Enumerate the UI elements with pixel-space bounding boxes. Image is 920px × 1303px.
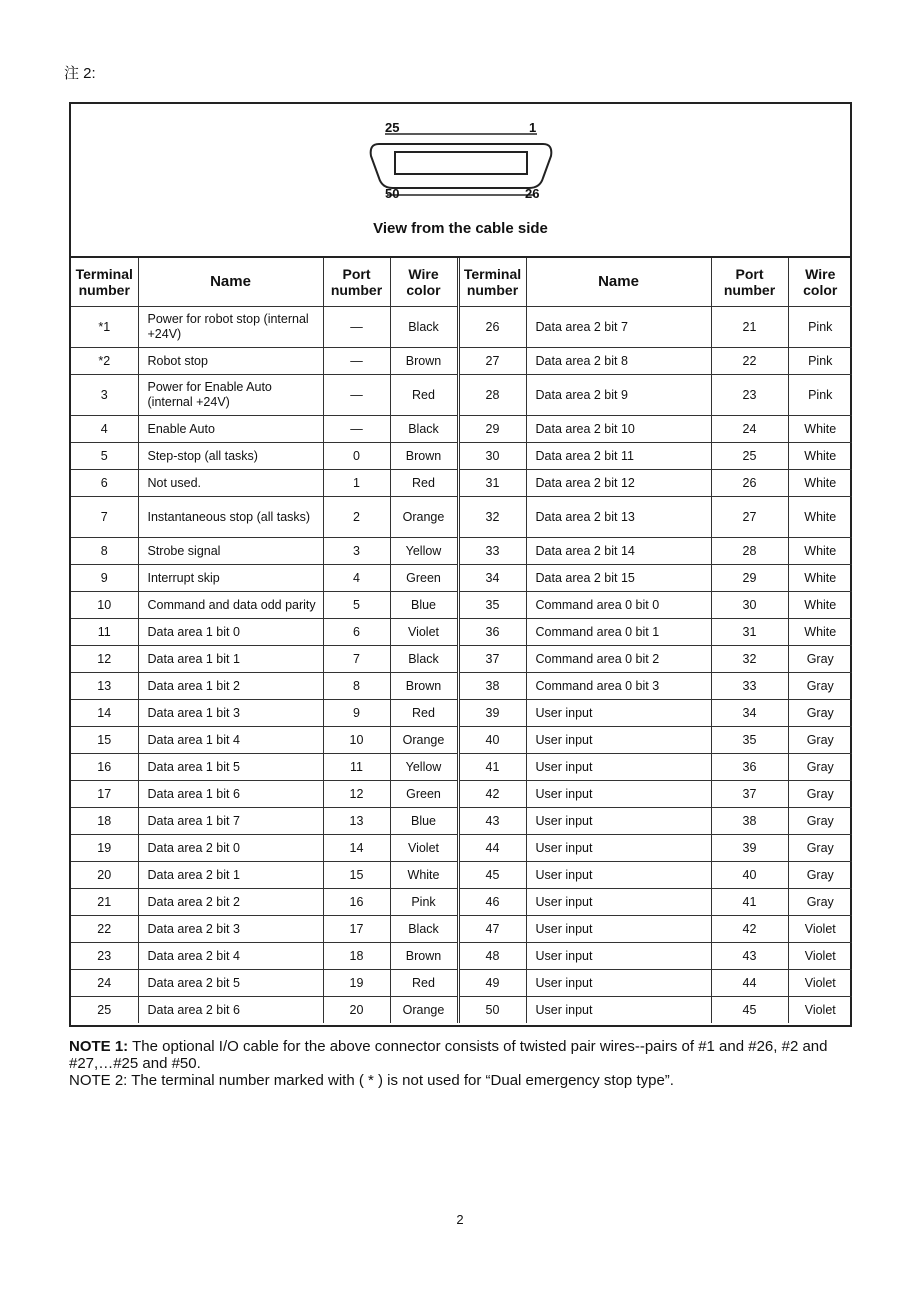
note-2: NOTE 2: The terminal number marked with ( * ) is not used for “Dual emergency stop type”. [69, 1072, 674, 1089]
table-row [71, 943, 852, 970]
port-cell: 28 [711, 538, 788, 565]
port-cell: 6 [323, 619, 390, 646]
wire-color-cell: Pink [788, 307, 852, 348]
table-row [71, 700, 852, 727]
wire-color-cell: Violet [788, 970, 852, 997]
name-cell: Data area 2 bit 4 [138, 943, 323, 970]
wire-color-cell: Violet [788, 943, 852, 970]
table-row [71, 889, 852, 916]
wire-color-cell: Yellow [390, 754, 458, 781]
table-row [71, 673, 852, 700]
name-cell: Data area 2 bit 15 [526, 565, 711, 592]
name-cell: User input [526, 835, 711, 862]
connector-table-frame [69, 102, 852, 1027]
connector-diagram [71, 104, 850, 258]
wire-color-cell: Violet [788, 916, 852, 943]
header-terminal-number: Terminal number [71, 258, 138, 307]
name-cell: User input [526, 781, 711, 808]
port-cell: 36 [711, 754, 788, 781]
terminal-cell: 8 [71, 538, 138, 565]
notes-section [69, 1038, 859, 1089]
wire-color-cell: Orange [390, 497, 458, 538]
terminal-cell: 30 [458, 443, 526, 470]
terminal-cell: 37 [458, 646, 526, 673]
table-row [71, 592, 852, 619]
terminal-cell: 15 [71, 727, 138, 754]
terminal-cell: 5 [71, 443, 138, 470]
terminal-cell: 18 [71, 808, 138, 835]
port-cell: 42 [711, 916, 788, 943]
wire-color-cell: White [788, 538, 852, 565]
terminal-cell: 41 [458, 754, 526, 781]
table-row [71, 416, 852, 443]
table-row [71, 497, 852, 538]
port-cell: 9 [323, 700, 390, 727]
terminal-cell: 40 [458, 727, 526, 754]
name-cell: Data area 2 bit 3 [138, 916, 323, 943]
name-cell: Instantaneous stop (all tasks) [138, 497, 323, 538]
port-cell: 29 [711, 565, 788, 592]
terminal-cell: 4 [71, 416, 138, 443]
wire-color-cell: Blue [390, 592, 458, 619]
port-cell: 35 [711, 727, 788, 754]
table-row [71, 348, 852, 375]
wire-color-cell: Gray [788, 646, 852, 673]
port-cell: 34 [711, 700, 788, 727]
terminal-cell: 48 [458, 943, 526, 970]
name-cell: Data area 2 bit 14 [526, 538, 711, 565]
port-cell: 27 [711, 497, 788, 538]
table-row [71, 538, 852, 565]
wire-color-cell: Gray [788, 889, 852, 916]
terminal-cell: 16 [71, 754, 138, 781]
wire-color-cell: White [788, 416, 852, 443]
table-row [71, 754, 852, 781]
port-cell: 39 [711, 835, 788, 862]
port-cell: 37 [711, 781, 788, 808]
wire-color-cell: Gray [788, 754, 852, 781]
name-cell: Data area 1 bit 7 [138, 808, 323, 835]
name-cell: Robot stop [138, 348, 323, 375]
terminal-cell: 3 [71, 375, 138, 416]
name-cell: User input [526, 754, 711, 781]
pin-label-1: 1 [529, 120, 537, 135]
table-row [71, 808, 852, 835]
name-cell: Data area 1 bit 5 [138, 754, 323, 781]
name-cell: Data area 2 bit 6 [138, 997, 323, 1024]
name-cell: Data area 2 bit 12 [526, 470, 711, 497]
port-cell: 38 [711, 808, 788, 835]
terminal-cell: 38 [458, 673, 526, 700]
wire-color-cell: Red [390, 470, 458, 497]
wire-color-cell: Violet [788, 997, 852, 1024]
name-cell: Data area 1 bit 4 [138, 727, 323, 754]
port-cell: 33 [711, 673, 788, 700]
terminal-cell: 42 [458, 781, 526, 808]
wire-color-cell: Green [390, 781, 458, 808]
note-1-label: NOTE 1: [69, 1038, 129, 1055]
name-cell: Command and data odd parity [138, 592, 323, 619]
wire-color-cell: White [788, 470, 852, 497]
port-cell: 19 [323, 970, 390, 997]
table-row [71, 727, 852, 754]
name-cell: Power for Enable Auto (internal +24V) [138, 375, 323, 416]
port-cell: 21 [711, 307, 788, 348]
page-number: 2 [456, 1212, 464, 1227]
port-cell: 25 [711, 443, 788, 470]
port-cell: 14 [323, 835, 390, 862]
wire-color-cell: Brown [390, 348, 458, 375]
name-cell: Strobe signal [138, 538, 323, 565]
wire-color-cell: Gray [788, 727, 852, 754]
table-row [71, 997, 852, 1024]
name-cell: Command area 0 bit 3 [526, 673, 711, 700]
terminal-cell: 13 [71, 673, 138, 700]
name-cell: Enable Auto [138, 416, 323, 443]
table-row [71, 443, 852, 470]
wire-color-cell: Yellow [390, 538, 458, 565]
name-cell: Command area 0 bit 0 [526, 592, 711, 619]
header-wire-color: Wire color [788, 258, 852, 307]
table-row [71, 375, 852, 416]
terminal-cell: 23 [71, 943, 138, 970]
wire-color-cell: Black [390, 307, 458, 348]
terminal-cell: 27 [458, 348, 526, 375]
header-port-number: Port number [323, 258, 390, 307]
terminal-cell: 28 [458, 375, 526, 416]
table-row [71, 781, 852, 808]
name-cell: User input [526, 862, 711, 889]
wire-color-cell: Brown [390, 943, 458, 970]
table-row [71, 565, 852, 592]
wire-color-cell: Gray [788, 700, 852, 727]
wire-color-cell: Pink [788, 348, 852, 375]
name-cell: User input [526, 808, 711, 835]
port-cell: 4 [323, 565, 390, 592]
terminal-cell: 20 [71, 862, 138, 889]
terminal-cell: 44 [458, 835, 526, 862]
name-cell: User input [526, 997, 711, 1024]
wire-color-cell: Violet [390, 619, 458, 646]
port-cell: 45 [711, 997, 788, 1024]
table-row [71, 970, 852, 997]
port-cell: 5 [323, 592, 390, 619]
terminal-cell: 50 [458, 997, 526, 1024]
name-cell: Step-stop (all tasks) [138, 443, 323, 470]
port-cell: 23 [711, 375, 788, 416]
name-cell: Data area 2 bit 7 [526, 307, 711, 348]
terminal-cell: 7 [71, 497, 138, 538]
wire-color-cell: Red [390, 970, 458, 997]
wire-color-cell: Red [390, 700, 458, 727]
wire-color-cell: Pink [390, 889, 458, 916]
table-row [71, 835, 852, 862]
diagram-caption: View from the cable side [373, 220, 548, 237]
wire-color-cell: Orange [390, 727, 458, 754]
note-1-text: The optional I/O cable for the above connector consists of twisted pair wires--pairs of #1 and #26, #2 and #27,…#25 and #50. [69, 1038, 828, 1072]
name-cell: Power for robot stop (internal +24V) [138, 307, 323, 348]
table-body [71, 307, 852, 1024]
port-cell: 31 [711, 619, 788, 646]
terminal-cell: 17 [71, 781, 138, 808]
port-cell: — [323, 375, 390, 416]
wire-color-cell: Black [390, 416, 458, 443]
wire-color-cell: Blue [390, 808, 458, 835]
wire-color-cell: Black [390, 916, 458, 943]
port-cell: — [323, 307, 390, 348]
header-wire-color: Wire color [390, 258, 458, 307]
terminal-cell: 33 [458, 538, 526, 565]
terminal-cell: 9 [71, 565, 138, 592]
terminal-cell: 26 [458, 307, 526, 348]
port-cell: 32 [711, 646, 788, 673]
port-cell: 44 [711, 970, 788, 997]
terminal-cell: *2 [71, 348, 138, 375]
terminal-cell: 21 [71, 889, 138, 916]
terminal-cell: 25 [71, 997, 138, 1024]
wire-color-cell: White [390, 862, 458, 889]
port-cell: 15 [323, 862, 390, 889]
name-cell: Not used. [138, 470, 323, 497]
port-cell: 41 [711, 889, 788, 916]
terminal-cell: 22 [71, 916, 138, 943]
port-cell: 13 [323, 808, 390, 835]
port-cell: 8 [323, 673, 390, 700]
header-name: Name [526, 258, 711, 307]
terminal-cell: 24 [71, 970, 138, 997]
terminal-cell: 32 [458, 497, 526, 538]
pin-label-25: 25 [385, 120, 400, 135]
terminal-cell: 46 [458, 889, 526, 916]
name-cell: Data area 2 bit 9 [526, 375, 711, 416]
port-cell: — [323, 348, 390, 375]
table-row [71, 619, 852, 646]
port-cell: 40 [711, 862, 788, 889]
port-cell: 30 [711, 592, 788, 619]
name-cell: Interrupt skip [138, 565, 323, 592]
terminal-cell: 12 [71, 646, 138, 673]
name-cell: Data area 2 bit 2 [138, 889, 323, 916]
port-cell: 12 [323, 781, 390, 808]
wire-color-cell: White [788, 443, 852, 470]
terminal-cell: 36 [458, 619, 526, 646]
name-cell: Data area 2 bit 5 [138, 970, 323, 997]
terminal-cell: 10 [71, 592, 138, 619]
wire-color-cell: White [788, 619, 852, 646]
header-port-number: Port number [711, 258, 788, 307]
terminal-cell: 47 [458, 916, 526, 943]
terminal-cell: 45 [458, 862, 526, 889]
terminal-cell: *1 [71, 307, 138, 348]
terminal-cell: 14 [71, 700, 138, 727]
page-heading: 注 2: [64, 65, 96, 82]
table-row [71, 916, 852, 943]
terminal-cell: 6 [71, 470, 138, 497]
name-cell: Data area 2 bit 10 [526, 416, 711, 443]
wire-color-cell: White [788, 497, 852, 538]
wire-color-cell: Brown [390, 443, 458, 470]
table-row [71, 307, 852, 348]
port-cell: 0 [323, 443, 390, 470]
note-1 [69, 1038, 859, 1072]
name-cell: Data area 1 bit 1 [138, 646, 323, 673]
wire-color-cell: Violet [390, 835, 458, 862]
port-cell: 7 [323, 646, 390, 673]
name-cell: Data area 1 bit 6 [138, 781, 323, 808]
terminal-cell: 11 [71, 619, 138, 646]
name-cell: User input [526, 727, 711, 754]
port-cell: 16 [323, 889, 390, 916]
wire-color-cell: Red [390, 375, 458, 416]
name-cell: User input [526, 943, 711, 970]
terminal-cell: 19 [71, 835, 138, 862]
name-cell: User input [526, 970, 711, 997]
wire-color-cell: White [788, 592, 852, 619]
port-cell: 43 [711, 943, 788, 970]
terminal-cell: 31 [458, 470, 526, 497]
terminal-cell: 49 [458, 970, 526, 997]
port-cell: 3 [323, 538, 390, 565]
terminal-cell: 39 [458, 700, 526, 727]
name-cell: Data area 2 bit 11 [526, 443, 711, 470]
table-header-row [71, 258, 852, 307]
port-cell: 22 [711, 348, 788, 375]
wire-color-cell: Brown [390, 673, 458, 700]
table-row [71, 862, 852, 889]
name-cell: Command area 0 bit 1 [526, 619, 711, 646]
wire-color-cell: White [788, 565, 852, 592]
name-cell: Data area 2 bit 8 [526, 348, 711, 375]
terminal-cell: 35 [458, 592, 526, 619]
name-cell: User input [526, 889, 711, 916]
wire-color-cell: Gray [788, 862, 852, 889]
port-cell: 20 [323, 997, 390, 1024]
wire-color-cell: Gray [788, 673, 852, 700]
name-cell: Data area 1 bit 3 [138, 700, 323, 727]
port-cell: — [323, 416, 390, 443]
name-cell: Data area 1 bit 0 [138, 619, 323, 646]
name-cell: Data area 1 bit 2 [138, 673, 323, 700]
port-cell: 24 [711, 416, 788, 443]
name-cell: Command area 0 bit 2 [526, 646, 711, 673]
port-cell: 10 [323, 727, 390, 754]
wire-color-cell: Pink [788, 375, 852, 416]
name-cell: Data area 2 bit 1 [138, 862, 323, 889]
wire-color-cell: Gray [788, 781, 852, 808]
terminal-cell: 43 [458, 808, 526, 835]
port-cell: 11 [323, 754, 390, 781]
header-terminal-number: Terminal number [458, 258, 526, 307]
wire-color-cell: Green [390, 565, 458, 592]
port-cell: 2 [323, 497, 390, 538]
port-cell: 1 [323, 470, 390, 497]
port-cell: 17 [323, 916, 390, 943]
port-cell: 26 [711, 470, 788, 497]
wire-color-cell: Black [390, 646, 458, 673]
terminal-cell: 34 [458, 565, 526, 592]
port-cell: 18 [323, 943, 390, 970]
wire-color-cell: Gray [788, 808, 852, 835]
terminal-cell: 29 [458, 416, 526, 443]
name-cell: User input [526, 700, 711, 727]
pin-label-50: 50 [385, 186, 400, 201]
name-cell: Data area 2 bit 0 [138, 835, 323, 862]
wire-color-cell: Orange [390, 997, 458, 1024]
wire-color-cell: Gray [788, 835, 852, 862]
table-row [71, 470, 852, 497]
pin-assignment-table [71, 258, 852, 1023]
table-row [71, 646, 852, 673]
pin-label-26: 26 [525, 186, 540, 201]
name-cell: User input [526, 916, 711, 943]
header-name: Name [138, 258, 323, 307]
name-cell: Data area 2 bit 13 [526, 497, 711, 538]
